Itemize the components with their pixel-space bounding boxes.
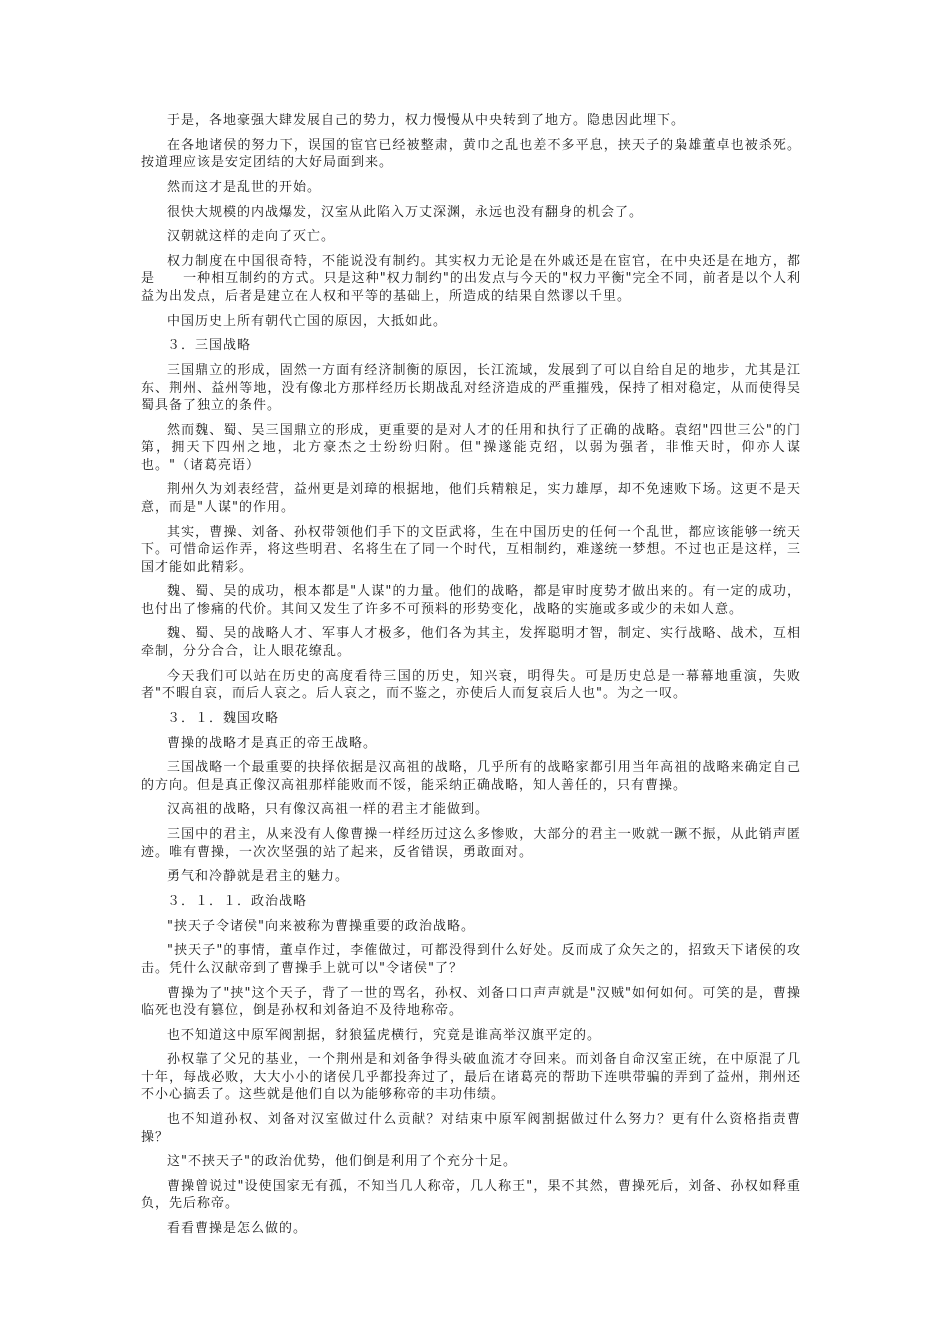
body-paragraph: 荆州久为刘表经营，益州更是刘璋的根据地，他们兵精粮足，实力雄厚，却不免速败下场。这更不是天意，而是"人谋"的作用。	[141, 482, 801, 515]
body-paragraph: 然而魏、蜀、吴三国鼎立的形成，更重要的是对人才的任用和执行了正确的战略。袁绍"四世三公"的门第，拥天下四州之地，北方豪杰之士纷纷归附。但"操遂能克绍，以弱为强者，非惟天时，仰亦人谋也。"（诸葛亮语）	[141, 422, 801, 473]
body-paragraph: 汉朝就这样的走向了灭亡。	[167, 229, 336, 245]
body-paragraph: 中国历史上所有朝代亡国的原因，大抵如此。	[167, 313, 448, 329]
body-paragraph: 然而这才是乱世的开始。	[167, 179, 322, 195]
body-paragraph: 看看曹操是怎么做的。	[167, 1221, 308, 1237]
body-paragraph: 很快大规模的内战爆发，汉室从此陷入万丈深渊，永远也没有翻身的机会了。	[167, 204, 644, 220]
body-paragraph: "挟天子令诸侯"向来被称为曹操重要的政治战略。	[167, 918, 475, 934]
body-paragraph: 曹操曾说过"设使国家无有孤，不知当几人称帝，几人称王"，果不其然，曹操死后，刘备、孙权如释重负，先后称帝。	[141, 1178, 801, 1212]
body-paragraph: 三国战略一个最重要的抉择依据是汉高祖的战略，几乎所有的战略家都引用当年高祖的战略来确定自己的方向。但是真正像汉高祖那样能败而不馁，能采纳正确战略，知人善任的，只有曹操。	[141, 760, 801, 793]
body-paragraph: 三国中的君主，从来没有人像曹操一样经历过这么多惨败，大部分的君主一败就一蹶不振，从此销声匿迹。唯有曹操，一次次坚强的站了起来，反省错误，勇敢面对。	[141, 827, 801, 860]
section-heading: ３．三国战略	[167, 338, 252, 354]
body-paragraph: 勇气和冷静就是君主的魅力。	[167, 869, 350, 885]
body-paragraph: 权力制度在中国很奇特，不能说没有制约。其实权力无论是在外戚还是在宦官，在中央还是在地方，都是 一种相互制约的方式。只是这种"权力制约"的出发点与今天的"权力平衡"完全不同，前者是以个人利益为出发点，后者是建立在人权和平等的基础上，所造成的结果自然谬以千里。	[141, 253, 801, 304]
body-paragraph: 于是，各地豪强大肆发展自己的势力，权力慢慢从中央转到了地方。隐患因此埋下。	[167, 113, 686, 128]
section-heading: ３．１．１．政治战略	[167, 893, 308, 909]
body-paragraph: 三国鼎立的形成，固然一方面有经济制衡的原因，长江流域，发展到了可以自给自足的地步，尤其是江东、荆州、益州等地，没有像北方那样经历长期战乱对经济造成的严重摧残，保持了相对稳定，从而使得吴蜀具备了独立的条件。	[141, 363, 801, 413]
body-paragraph: 今天我们可以站在历史的高度看待三国的历史，知兴衰，明得失。可是历史总是一幕幕地重演，失败者"不暇自哀，而后人哀之。后人哀之，而不鉴之，亦使后人而复哀后人也"。为之一叹。	[141, 668, 801, 702]
body-paragraph: 其实，曹操、刘备、孙权带领他们手下的文臣武将，生在中国历史的任何一个乱世，都应该能够一统天下。可惜命运作弄，将这些明君、名将生在了同一个时代，互相制约，难遂统一梦想。不过也正是这样，三国才能如此精彩。	[141, 524, 801, 575]
body-paragraph: 曹操的战略才是真正的帝王战略。	[167, 735, 378, 751]
document-page	[141, 112, 801, 1245]
section-heading: ３．１．魏国攻略	[167, 710, 280, 726]
body-paragraph: 魏、蜀、吴的战略人才、军事人才极多，他们各为其主，发挥聪明才智，制定、实行战略、战术，互相牵制，分分合合，让人眼花缭乱。	[141, 626, 801, 659]
body-paragraph: 在各地诸侯的努力下，误国的宦官已经被整肃，黄巾之乱也差不多平息，挟天子的枭雄董卓也被杀死。按道理应该是安定团结的大好局面到来。	[141, 137, 801, 171]
body-paragraph: 孙权靠了父兄的基业，一个荆州是和刘备争得头破血流才夺回来。而刘备自命汉室正统，在中原混了几十年，每战必败，大大小小的诸侯几乎都投奔过了，最后在诸葛亮的帮助下连哄带骗的弄到了益州，荆州还不小心搞丢了。这些就是他们自以为能够称帝的丰功伟绩。	[141, 1052, 801, 1103]
body-paragraph: 也不知道孙权、刘备对汉室做过什么贡献？对结束中原军阀割据做过什么努力？更有什么资格指责曹操？	[141, 1112, 801, 1145]
body-paragraph: 这"不挟天子"的政治优势，他们倒是利用了个充分十足。	[167, 1154, 517, 1170]
body-paragraph: "挟天子"的事情，董卓作过，李傕做过，可都没得到什么好处。反而成了众矢之的，招致天下诸侯的攻击。凭什么汉献帝到了曹操手上就可以"令诸侯"了？	[141, 943, 801, 976]
body-paragraph: 曹操为了"挟"这个天子，背了一世的骂名，孙权、刘备口口声声就是"汉贼"如何如何。可笑的是，曹操临死也没有篡位，倒是孙权和刘备迫不及待地称帝。	[141, 985, 801, 1018]
body-paragraph: 魏、蜀、吴的成功，根本都是"人谋"的力量。他们的战略，都是审时度势才做出来的。有一定的成功，也付出了惨痛的代价。其间又发生了许多不可预料的形势变化，战略的实施或多或少的未如人意。	[141, 584, 801, 617]
body-paragraph: 也不知道这中原军阀割据，豺狼猛虎横行，究竟是谁高举汉旗平定的。	[167, 1027, 602, 1043]
body-paragraph: 汉高祖的战略，只有像汉高祖一样的君主才能做到。	[167, 802, 490, 818]
